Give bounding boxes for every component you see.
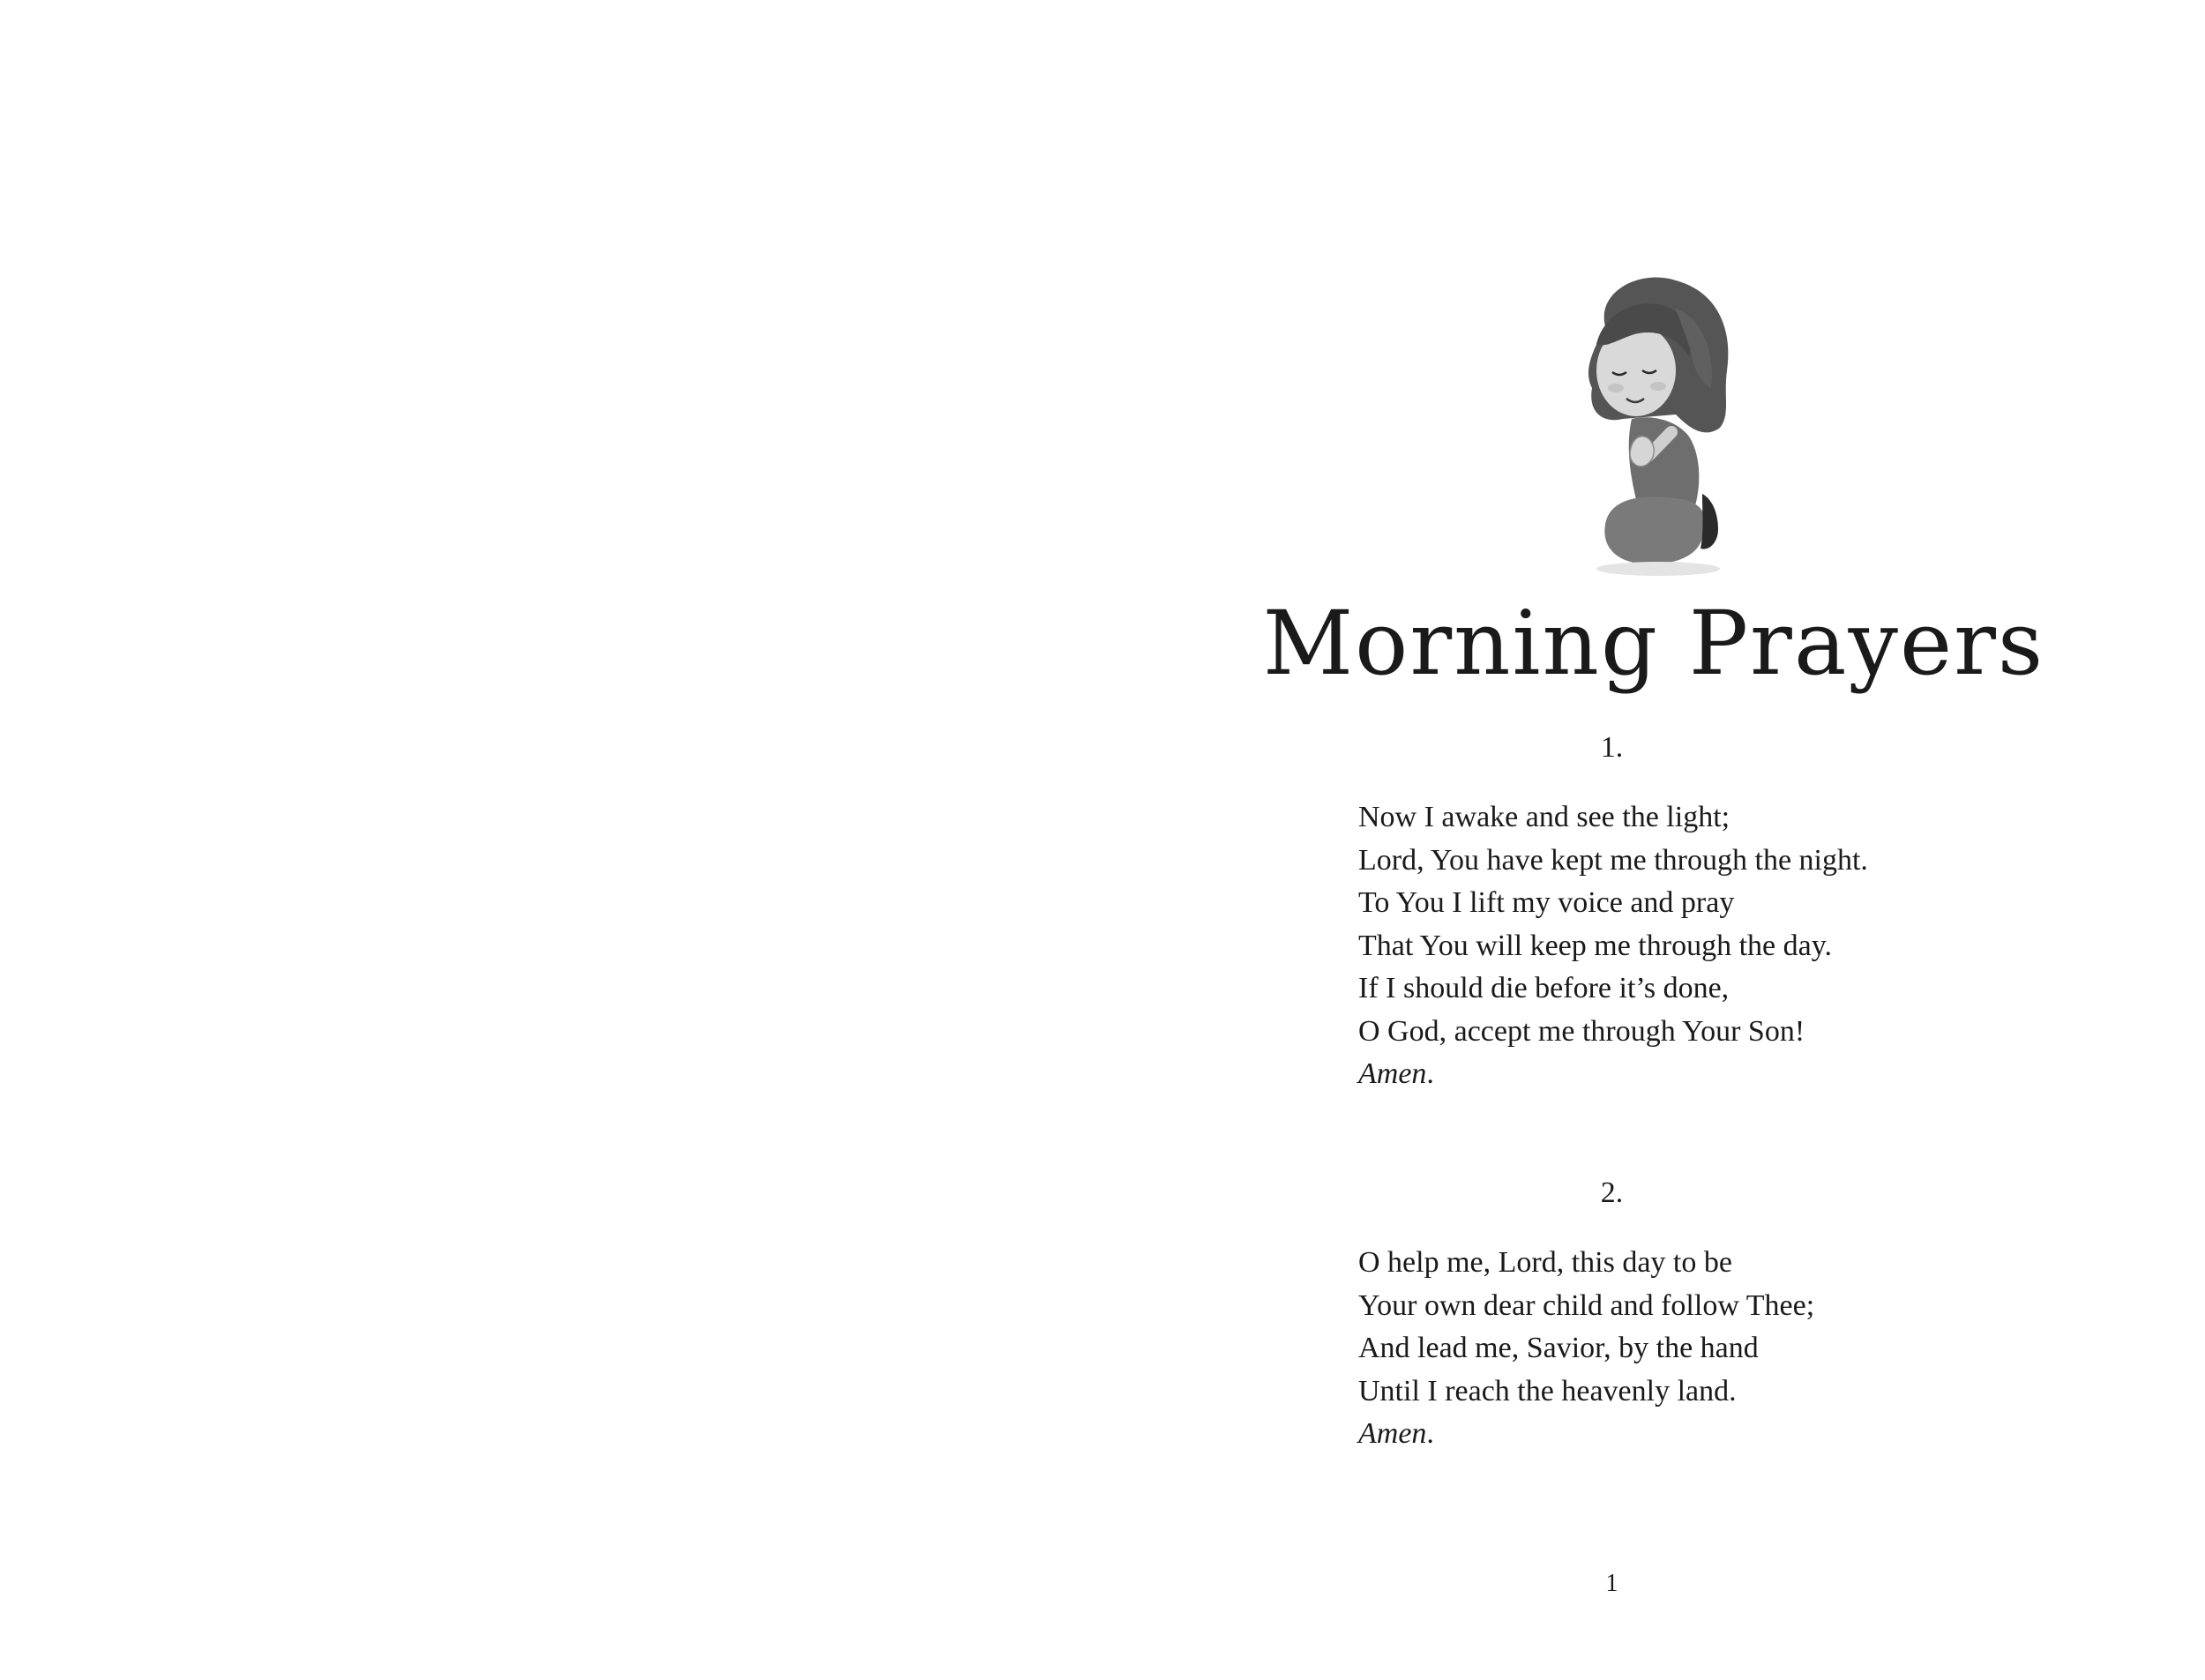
amen-text: Amen bbox=[1358, 1057, 1427, 1090]
verse-line: O help me, Lord, this day to be bbox=[1358, 1246, 1732, 1279]
verse-line: O God, accept me through Your Son! bbox=[1358, 1014, 1805, 1048]
amen-line bbox=[1358, 1053, 1868, 1096]
verse-line: To You I lift my voice and pray bbox=[1358, 886, 1735, 919]
verse-line: Lord, You have kept me through the night. bbox=[1358, 843, 1868, 877]
left-page-blank bbox=[0, 0, 1102, 1680]
prayer-1-verse bbox=[1358, 796, 1868, 1096]
amen-line bbox=[1358, 1413, 1814, 1456]
verse-line: Your own dear child and follow Thee; bbox=[1358, 1288, 1815, 1322]
prayer-number: 2. bbox=[1600, 1176, 1624, 1209]
right-page bbox=[1102, 0, 2205, 1680]
amen-period: . bbox=[1426, 1417, 1434, 1450]
verse-line: That You will keep me through the day. bbox=[1358, 929, 1832, 962]
verse-line: And lead me, Savior, by the hand bbox=[1358, 1332, 1759, 1364]
verse-line: Now I awake and see the light; bbox=[1358, 801, 1730, 833]
verse-line: Until I reach the heavenly land. bbox=[1358, 1374, 1737, 1407]
prayer-2-verse bbox=[1358, 1242, 1814, 1456]
praying-girl-illustration bbox=[1570, 273, 1746, 582]
amen-period: . bbox=[1426, 1057, 1434, 1090]
prayer-number: 1. bbox=[1600, 731, 1624, 764]
page-title: Morning Prayers bbox=[1262, 592, 2045, 695]
verse-line: If I should die before it’s done, bbox=[1358, 972, 1730, 1004]
page-number: 1 bbox=[1605, 1570, 1618, 1597]
amen-text: Amen bbox=[1358, 1417, 1427, 1450]
